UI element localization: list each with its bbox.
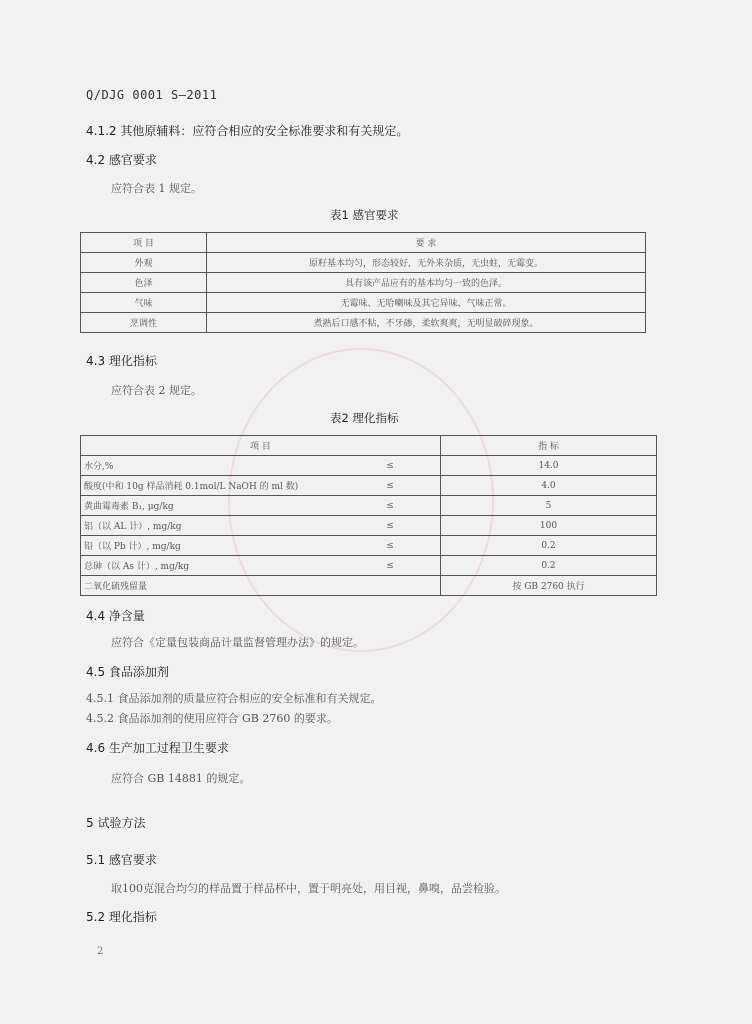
- section-5-1-body: 取100克混合均匀的样品置于样品杯中，置于明亮处，用目视，鼻嗅，品尝检验。: [111, 882, 506, 895]
- section-4-6-body: 应符合 GB 14881 的规定。: [111, 772, 251, 785]
- table-cell: ≤: [340, 496, 441, 516]
- physicochemical-indicators-table: [80, 435, 657, 596]
- section-4-2-body: 应符合表 1 规定。: [111, 182, 202, 195]
- table-cell: 0.2: [441, 556, 657, 576]
- table-cell: 烹调性: [81, 313, 207, 333]
- table-cell: 0.2: [441, 536, 657, 556]
- table-row: [81, 313, 646, 333]
- sensory-requirements-table: [80, 232, 646, 333]
- table-cell: 黄曲霉毒素 B₁, μg/kg: [81, 496, 341, 516]
- table-cell: 4.0: [441, 476, 657, 496]
- section-4-5-1: 4.5.1 食品添加剂的质量应符合相应的安全标准和有关规定。: [86, 692, 382, 705]
- table2-caption: 表2 理化指标: [330, 411, 399, 425]
- table-cell: 按 GB 2760 执行: [441, 576, 657, 596]
- section-4-3-body: 应符合表 2 规定。: [111, 384, 202, 397]
- table-cell: 14.0: [441, 456, 657, 476]
- section-4-6-heading: 4.6 生产加工过程卫生要求: [86, 741, 229, 755]
- table-row: [81, 253, 646, 273]
- table-cell: 外观: [81, 253, 207, 273]
- table-cell: 铝（以 AL 计）, mg/kg: [81, 516, 341, 536]
- table-cell: ≤: [340, 536, 441, 556]
- page-number: 2: [97, 946, 104, 957]
- table-cell: 总砷（以 As 计）, mg/kg: [81, 556, 341, 576]
- table-cell: 100: [441, 516, 657, 536]
- table-cell: 无霉味、无哈喇味及其它异味、气味正常。: [207, 293, 646, 313]
- table-cell: 水分,%: [81, 456, 341, 476]
- table-cell: 铅（以 Pb 计）, mg/kg: [81, 536, 341, 556]
- table-cell: 煮熟后口感不粘，不牙碜，柔软爽爽，无明显破碎现象。: [207, 313, 646, 333]
- table-header-cell: 指 标: [441, 436, 657, 456]
- table-cell: ≤: [340, 456, 441, 476]
- section-4-3-heading: 4.3 理化指标: [86, 354, 157, 368]
- table-row: [81, 496, 657, 516]
- section-5-heading: 5 试验方法: [86, 816, 146, 830]
- table1-caption: 表1 感官要求: [330, 208, 399, 222]
- table-cell: ≤: [340, 516, 441, 536]
- table-header-cell: 项 目: [81, 233, 207, 253]
- table-cell: ≤: [340, 556, 441, 576]
- section-5-1-heading: 5.1 感官要求: [86, 853, 157, 867]
- section-4-5-heading: 4.5 食品添加剂: [86, 665, 169, 679]
- section-4-2-heading: 4.2 感官要求: [86, 153, 157, 167]
- section-4-4-body: 应符合《定量包装商品计量监督管理办法》的规定。: [111, 636, 364, 649]
- table-cell: ≤: [340, 476, 441, 496]
- table-row: [81, 273, 646, 293]
- table-cell: 酸度(中和 10g 样品消耗 0.1mol/L NaOH 的 ml 数): [81, 476, 341, 496]
- table-header-cell: 要 求: [207, 233, 646, 253]
- table-cell: 气味: [81, 293, 207, 313]
- standard-code-header: Q/DJG 0001 S—2011: [86, 88, 218, 102]
- table-row: [81, 456, 657, 476]
- table-cell: 原籽基本均匀，形态较好，无外来杂质，无虫蛀，无霉变。: [207, 253, 646, 273]
- table-cell: 二氧化硫残留量: [81, 576, 341, 596]
- table-cell: [340, 576, 441, 596]
- table-header-cell: 项 目: [81, 436, 441, 456]
- section-4-4-heading: 4.4 净含量: [86, 609, 145, 623]
- table-row: [81, 576, 657, 596]
- table-row: [81, 556, 657, 576]
- table-cell: 5: [441, 496, 657, 516]
- table-cell: 具有该产品应有的基本均匀一致的色泽。: [207, 273, 646, 293]
- section-4-5-2: 4.5.2 食品添加剂的使用应符合 GB 2760 的要求。: [86, 712, 338, 725]
- table-header-row: [81, 233, 646, 253]
- table-row: [81, 536, 657, 556]
- table-header-row: [81, 436, 657, 456]
- table-row: [81, 293, 646, 313]
- section-4-1-2: 4.1.2 其他原辅料：应符合相应的安全标准要求和有关规定。: [86, 124, 409, 138]
- table-row: [81, 516, 657, 536]
- table-cell: 色泽: [81, 273, 207, 293]
- section-5-2-heading: 5.2 理化指标: [86, 910, 157, 924]
- table-row: [81, 476, 657, 496]
